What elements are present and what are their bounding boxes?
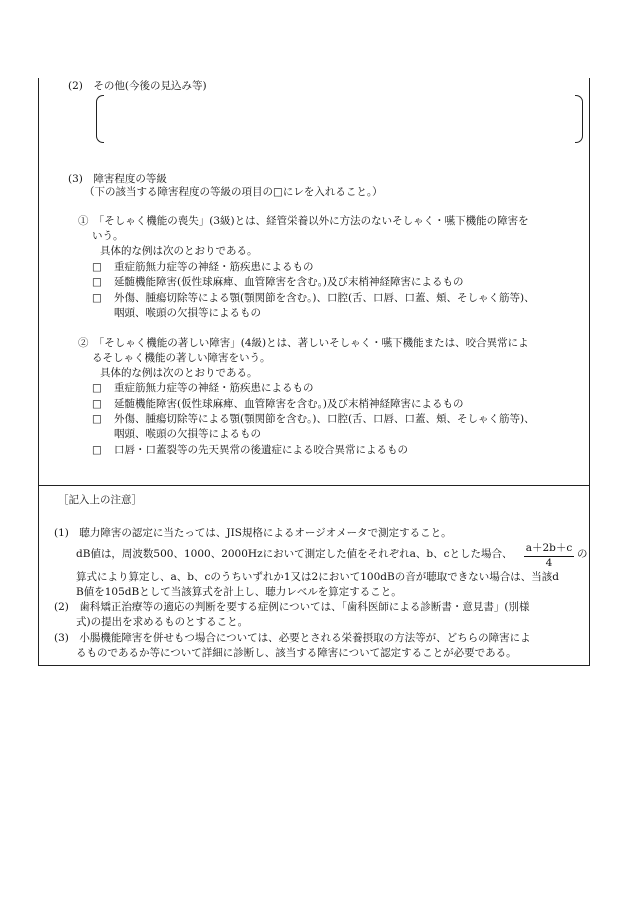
item1-definition-cont: いう。 <box>92 230 124 242</box>
item2-option-4: 口唇・口蓋裂等の先天異常の後遺症による咬合異常によるもの <box>114 444 408 456</box>
formula-denominator: 4 <box>545 557 553 569</box>
item1-examples-intro: 具体的な例は次のとおりである。 <box>100 245 258 257</box>
note1-line1: (1) 聴力障害の認定に当たっては、JIS規格によるオージオメータで測定すること。 <box>54 527 452 539</box>
item2-option-3-cont: 咽頭、喉頭の欠損等によるもの <box>114 428 261 440</box>
item2-checkbox-2[interactable]: □ <box>92 398 102 410</box>
input-bracket-left <box>96 95 104 143</box>
note3-line1: (3) 小腸機能障害を併せもつ場合については、必要とされる栄養摂取の方法等が、どちらの障害によ <box>54 632 531 644</box>
section3-instruction: （下の該当する障害程度の等級の項目の□にレを入れること。） <box>84 186 383 198</box>
item1-option-3-cont: 咽頭、喉頭の欠損等によるもの <box>114 307 261 319</box>
formula-suffix: の <box>577 548 588 560</box>
input-bracket-right <box>575 95 583 143</box>
item2-checkbox-1[interactable]: □ <box>92 382 102 394</box>
item2-option-2: 延髄機能障害(仮性球麻痺、血管障害を含む。)及び末梢神経障害によるもの <box>114 398 464 410</box>
item1-option-2: 延髄機能障害(仮性球麻痺、血管障害を含む。)及び末梢神経障害によるもの <box>114 276 464 288</box>
item2-checkbox-3[interactable]: □ <box>92 413 102 425</box>
item1-checkbox-3[interactable]: □ <box>92 292 102 304</box>
item2-checkbox-4[interactable]: □ <box>92 444 102 456</box>
section3-heading: (3) 障害程度の等級 <box>68 173 167 185</box>
note1-line2: dB値は，周波数500、1000、2000Hzにおいて測定した値をそれぞれa、b、cとした場合、 <box>76 548 513 560</box>
formula-numerator: a＋2b＋c <box>524 542 574 557</box>
note1-line3: 算式により算定し、a、b、cのうちいずれか1又は2において100dBの音が聴取できない場合は、当該d <box>76 571 559 583</box>
item1-checkbox-2[interactable]: □ <box>92 276 102 288</box>
item2-option-1: 重症筋無力症等の神経・筋疾患によるもの <box>114 382 314 394</box>
item1-definition: ① 「そしゃく機能の喪失」(3級)とは、経管栄養以外に方法のないそしゃく・嚥下機能の障害を <box>78 215 529 227</box>
item1-checkbox-1[interactable]: □ <box>92 261 102 273</box>
formula-fraction <box>524 542 574 570</box>
note3-line2: るものであるか等について詳細に診断し、該当する障害について認定することが必要である。 <box>76 647 517 659</box>
note2-line1: (2) 歯科矯正治療等の適応の判断を要する症例については、「歯科医師による診断書・意見書」(別様 <box>54 601 530 613</box>
notes-title: ［記入上の注意］ <box>58 494 142 506</box>
section2-heading: (2) その他(今後の見込み等) <box>68 80 207 92</box>
note2-line2: 式)の提出を求めるものとすること。 <box>76 616 249 628</box>
item1-option-1: 重症筋無力症等の神経・筋疾患によるもの <box>114 261 314 273</box>
item2-examples-intro: 具体的な例は次のとおりである。 <box>100 367 258 379</box>
section-divider <box>39 485 589 486</box>
item2-definition: ② 「そしゃく機能の著しい障害」(4級)とは、著しいそしゃく・嚥下機能または、咬合異常によ <box>78 337 529 349</box>
item2-definition-cont: るそしゃく機能の著しい障害をいう。 <box>92 352 271 364</box>
item2-option-3: 外傷、腫瘍切除等による顎(顎関節を含む。)、口腔(舌、口唇、口蓋、頬、そしゃく筋等)、 <box>114 413 535 425</box>
future-outlook-field[interactable] <box>104 96 574 140</box>
note1-line4: B値を105dBとして当該算式を計上し、聴力レベルを算定すること。 <box>76 586 402 598</box>
item1-option-3: 外傷、腫瘍切除等による顎(顎関節を含む。)、口腔(舌、口唇、口蓋、頬、そしゃく筋等)、 <box>114 292 535 304</box>
